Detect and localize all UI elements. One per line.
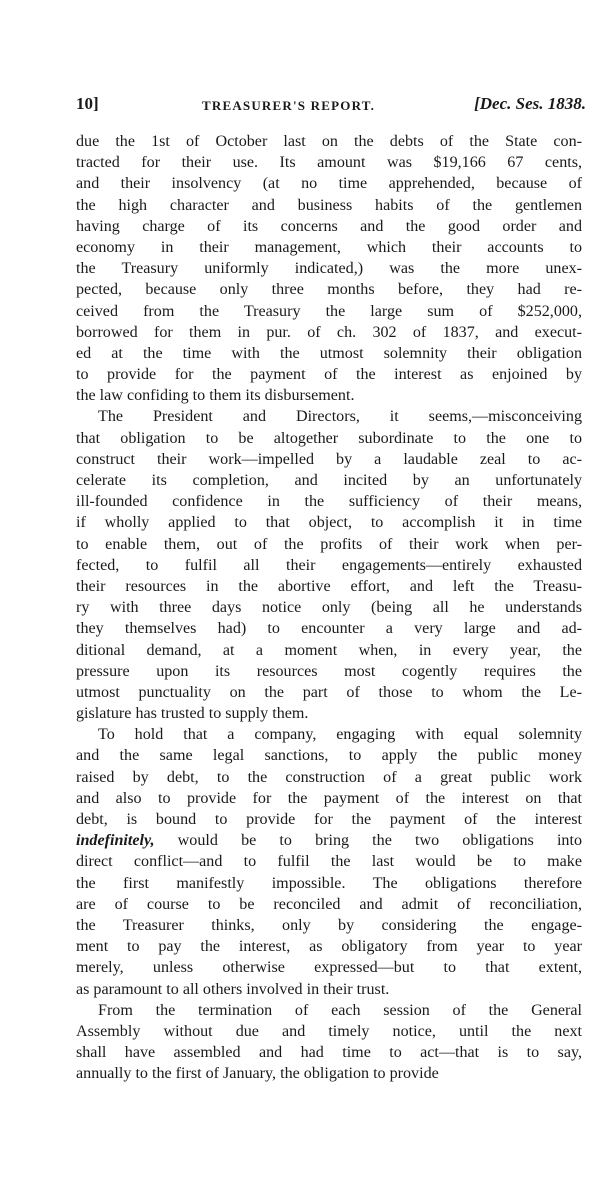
text-line: debt, is bound to provide for the payment of the interest <box>76 811 582 828</box>
text-line: shall have assembled and had time to act—that is to say, <box>76 1044 582 1062</box>
text-line: borrowed for them in pur. of ch. 302 of 1837, and execut- <box>76 323 582 341</box>
text-line: utmost punctuality on the part of those to whom the Le- <box>76 683 582 701</box>
text-line: ill-founded confidence in the sufficiency of their means, <box>76 493 582 511</box>
text-line: Assembly without due and timely notice, until the next <box>76 1022 582 1040</box>
text-line: they themselves had) to encounter a very large and ad- <box>76 620 582 638</box>
page-header <box>76 94 586 118</box>
text-line: celerate its completion, and incited by an unfortunately <box>76 472 582 489</box>
text-line: the high character and business habits of the gentlemen <box>76 196 582 214</box>
text-line: gislature has trusted to supply them. <box>76 705 309 723</box>
text-line: annually to the first of January, the obligation to provide <box>76 1065 439 1083</box>
text-line: ceived from the Treasury the large sum of $252,000, <box>76 302 582 320</box>
text-line: economy in their management, which their accounts to <box>76 238 582 256</box>
text-line: to provide for the payment of the interest as enjoined by <box>76 366 582 384</box>
paragraph <box>76 406 582 724</box>
report-body <box>76 131 582 1084</box>
text-line: direct conflict—and to fulfil the last would be to make <box>76 853 582 871</box>
text-line: the Treasurer thinks, only by considering the engage- <box>76 916 582 934</box>
text-line: and also to provide for the payment of the interest on that <box>76 789 582 807</box>
text-line: and their insolvency (at no time apprehended, because of <box>76 175 582 193</box>
text-line: pected, because only three months before, they had re- <box>76 281 582 299</box>
text-line: the first manifestly impossible. The obligations therefore <box>76 874 582 892</box>
text-line: and the same legal sanctions, to apply the public money <box>76 747 582 765</box>
text-line: ment to pay the interest, as obligatory from year to year <box>76 938 582 956</box>
running-title: TREASURER'S REPORT. <box>202 98 376 113</box>
text-line: ed at the time with the utmost solemnity their obligation <box>76 344 582 362</box>
text-line: are of course to be reconciled and admit of reconciliation, <box>76 895 582 913</box>
text-line: as paramount to all others involved in their trust. <box>76 980 390 998</box>
text-line: having charge of its concerns and the good order and <box>76 217 582 235</box>
text-line: From the termination of each session of the General <box>98 1001 582 1019</box>
page-number: 10] <box>76 94 99 113</box>
text-line: that obligation to be altogether subordinate to the one to <box>76 429 582 447</box>
text-line: indefinitely, would be to bring the two obligations into <box>76 832 582 850</box>
text-line: raised by debt, to the construction of a great public work <box>76 768 582 786</box>
paragraph <box>76 131 582 406</box>
text-line: due the 1st of October last on the debts of the State con- <box>76 133 582 150</box>
text-line: fected, to fulfil all their engagements—entirely exhausted <box>76 556 582 574</box>
text-line: construct their work—impelled by a laudable zeal to ac- <box>76 450 582 468</box>
text-line: the Treasury uniformly indicated,) was the more unex- <box>76 260 582 278</box>
text-line: ditional demand, at a moment when, in every year, the <box>76 641 582 659</box>
text-line: to enable them, out of the profits of their work when per- <box>76 535 582 553</box>
text-line: if wholly applied to that object, to accomplish it in time <box>76 514 582 532</box>
text-line: ry with three days notice only (being all he understands <box>76 599 582 617</box>
text-line: their resources in the abortive effort, and left the Treasu- <box>76 577 582 595</box>
paragraph <box>76 724 582 999</box>
session-date: [Dec. Ses. 1838. <box>474 94 586 113</box>
text-line: pressure upon its resources most cogently requires the <box>76 662 582 680</box>
text-line: the law confiding to them its disbursement. <box>76 387 355 405</box>
text-line: tracted for their use. Its amount was $19,166 67 cents, <box>76 154 582 172</box>
paragraph <box>76 1000 582 1085</box>
text-line: The President and Directors, it seems,—misconceiving <box>98 408 582 426</box>
text-line: To hold that a company, engaging with equal solemnity <box>98 726 582 744</box>
text-line: merely, unless otherwise expressed—but to that extent, <box>76 959 582 977</box>
